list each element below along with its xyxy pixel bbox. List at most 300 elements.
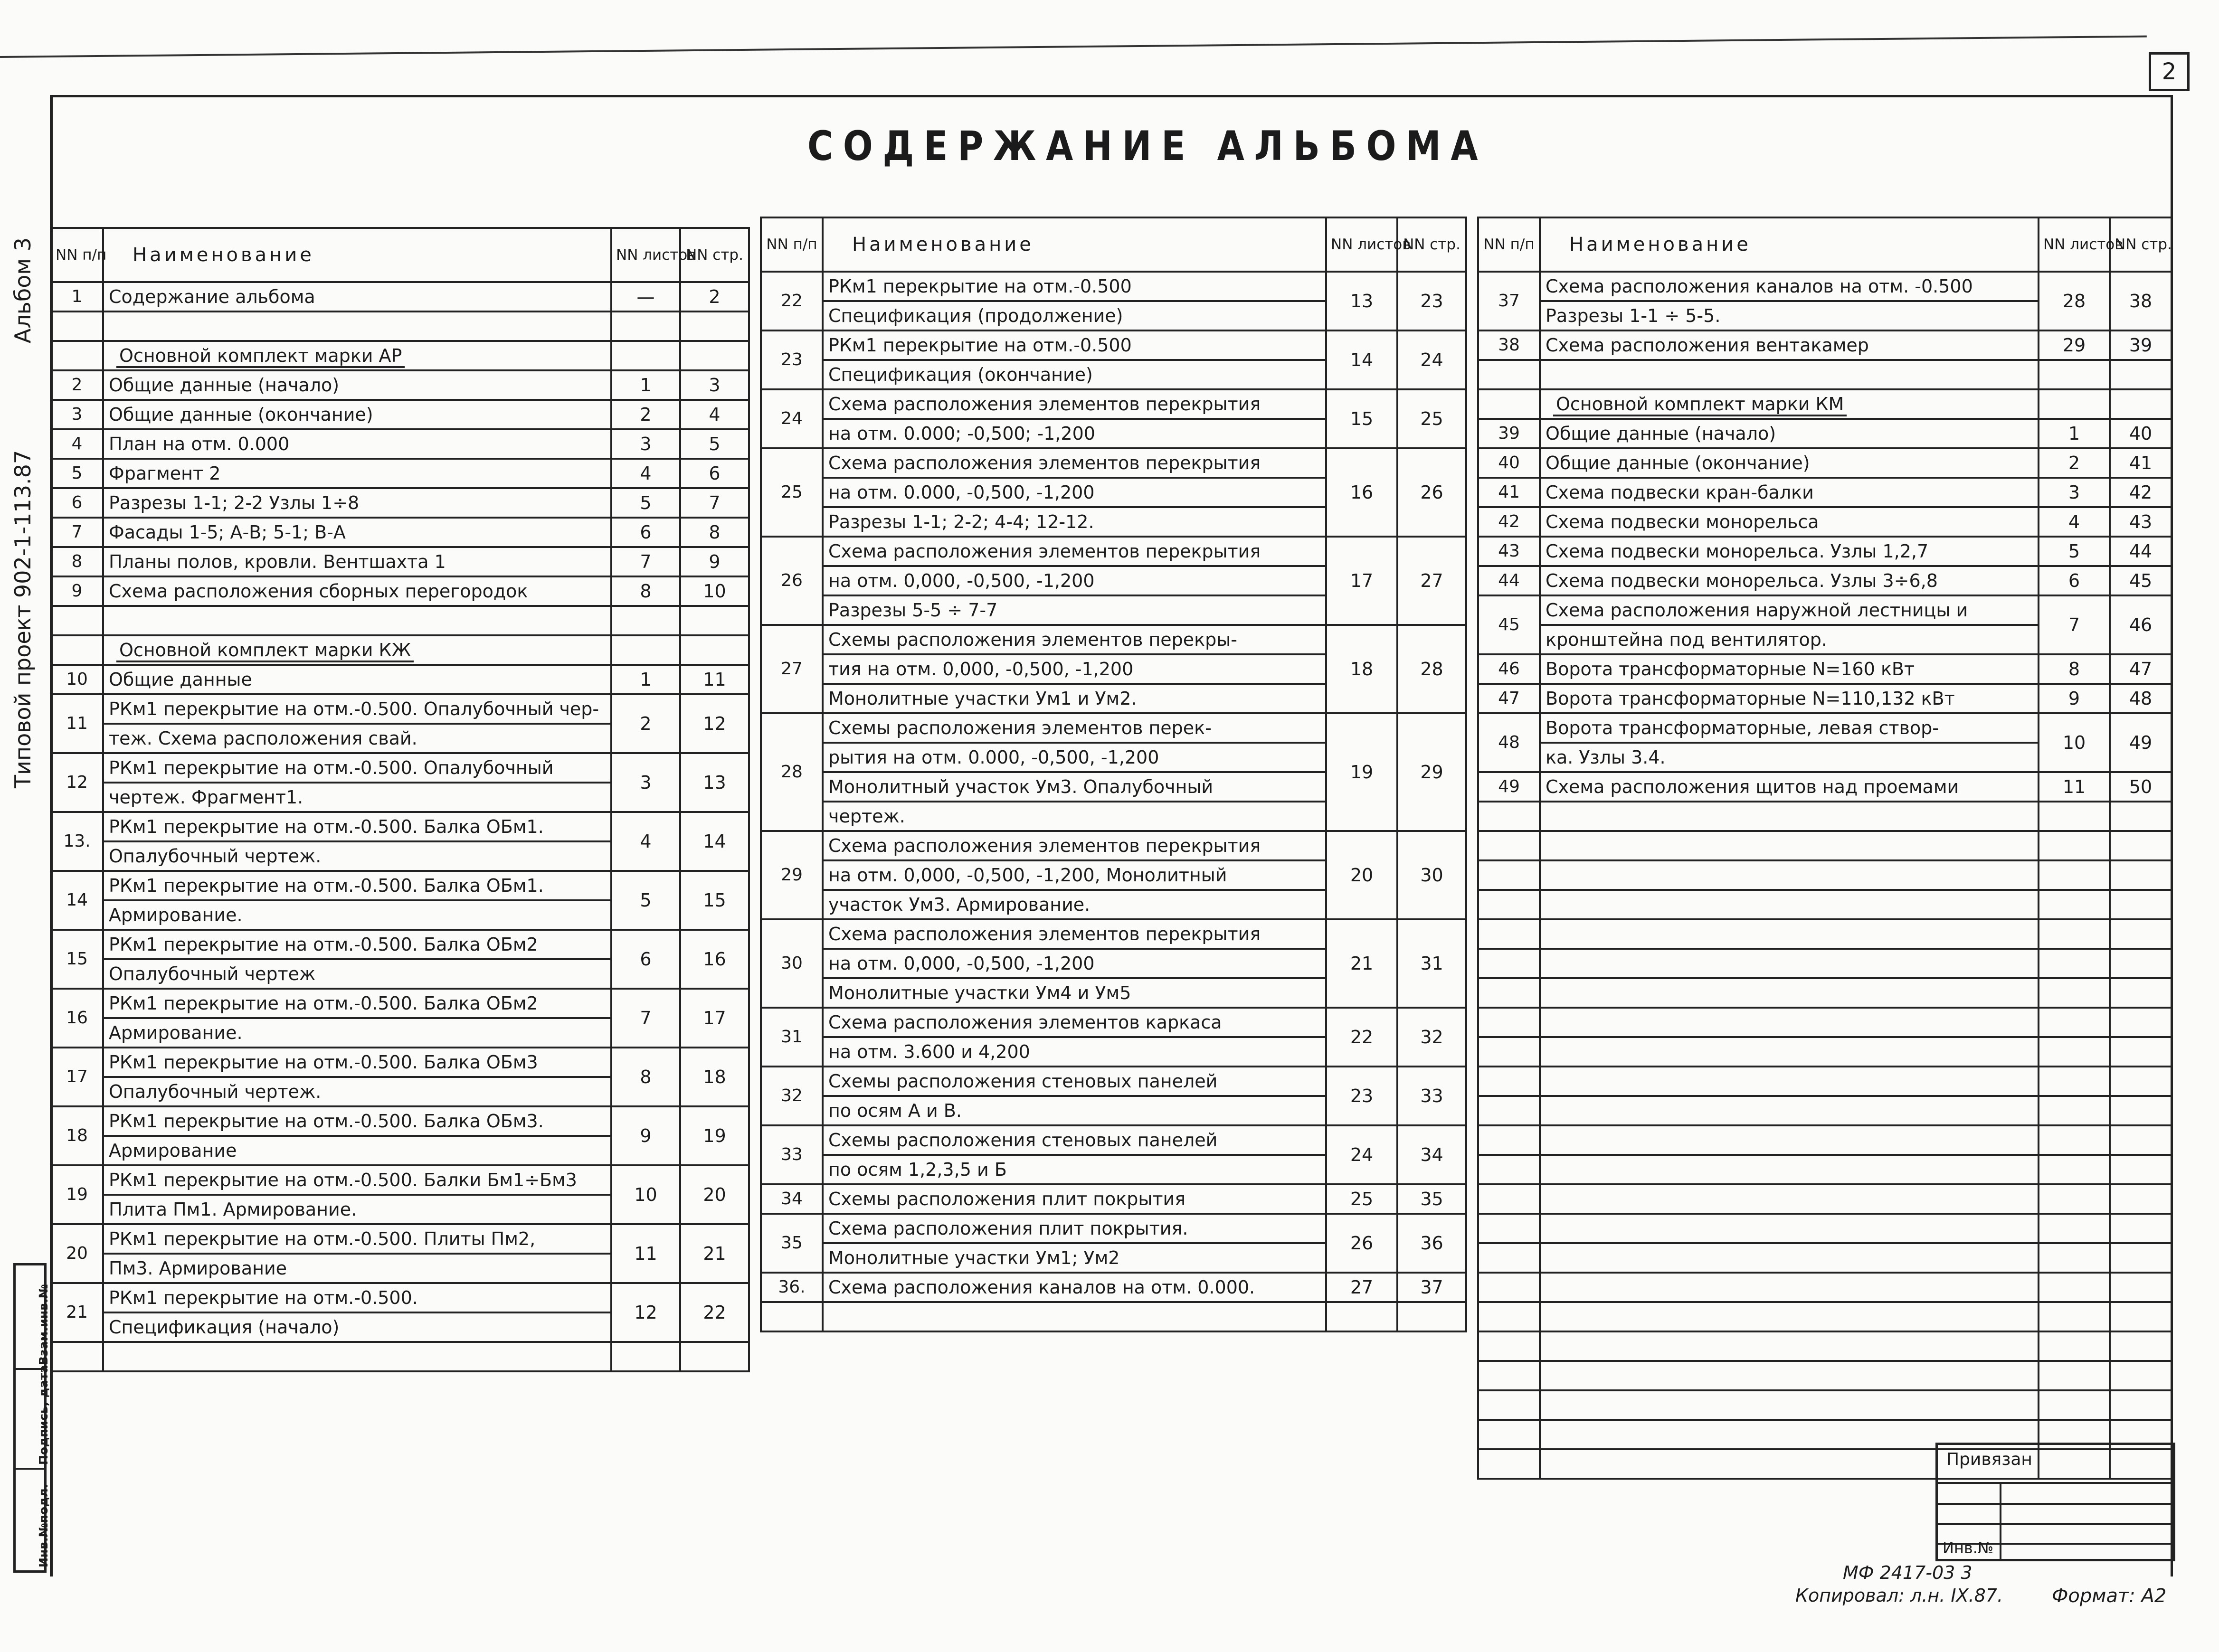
row-title: РКм1 перекрытие на отм.-0.500. Балка ОБм1.	[103, 871, 611, 900]
project-label: Типовой проект 902-1-113.87	[10, 450, 36, 788]
row-page-number	[2110, 919, 2172, 949]
toc-table-1	[50, 227, 750, 1372]
row-page-number: 42	[2110, 478, 2172, 507]
row-page-number: 13	[680, 753, 749, 812]
row-title: Схема расположения элементов перекрытия	[823, 448, 1326, 478]
row-title: Монолитные участки Ум1 и Ум2.	[823, 684, 1326, 713]
row-title	[103, 341, 611, 370]
row-page-number: 46	[2110, 595, 2172, 654]
table-row	[1478, 595, 2172, 625]
row-number	[761, 1302, 823, 1331]
row-title: Схемы расположения плит покрытия	[823, 1184, 1326, 1214]
row-number	[1478, 1243, 1540, 1273]
row-sheet-number	[2039, 1096, 2110, 1125]
row-sheet-number	[2039, 360, 2110, 389]
row-title: Спецификация (начало)	[103, 1312, 611, 1342]
row-title: Схемы расположения стеновых панелей	[823, 1067, 1326, 1096]
table-row	[1478, 360, 2172, 389]
row-page-number: 17	[680, 989, 749, 1048]
row-sheet-number: 1	[2039, 419, 2110, 448]
table-row	[51, 547, 749, 576]
row-number: 31	[761, 1008, 823, 1067]
row-title: Разрезы 1-1; 2-2 Узлы 1÷8	[103, 488, 611, 518]
row-title: Ворота трансформаторные, левая створ-	[1540, 713, 2039, 743]
row-number	[1478, 831, 1540, 860]
row-number	[1478, 860, 1540, 890]
row-title: Схемы расположения стеновых панелей	[823, 1125, 1326, 1155]
row-title: РКм1 перекрытие на отм.-0.500. Плиты Пм2,	[103, 1224, 611, 1254]
row-title	[1540, 802, 2039, 831]
row-number: 17	[51, 1048, 103, 1106]
row-sheet-number	[2039, 1125, 2110, 1155]
stamp-line	[1938, 1482, 2173, 1484]
row-sheet-number	[1326, 1302, 1397, 1331]
row-number	[51, 606, 103, 635]
row-number: 1	[51, 282, 103, 312]
table-row	[51, 400, 749, 429]
row-number	[1478, 1449, 1540, 1479]
row-page-number: 15	[680, 871, 749, 930]
table-row	[1478, 1390, 2172, 1420]
row-page-number: 25	[1397, 389, 1466, 448]
table-row	[761, 1184, 1466, 1214]
row-title	[1540, 1155, 2039, 1184]
row-page-number: 40	[2110, 419, 2172, 448]
row-title: Опалубочный чертеж	[103, 959, 611, 989]
row-title: на отм. 0.000, -0,500, -1,200	[823, 478, 1326, 507]
row-number: 49	[1478, 772, 1540, 802]
row-sheet-number: 28	[2039, 272, 2110, 330]
row-title: Спецификация (окончание)	[823, 360, 1326, 389]
row-number: 8	[51, 547, 103, 576]
row-title: Схема расположения сборных перегородок	[103, 576, 611, 606]
row-title	[1540, 1302, 2039, 1331]
row-page-number	[2110, 978, 2172, 1008]
row-number: 34	[761, 1184, 823, 1214]
row-page-number: 5	[680, 429, 749, 459]
table-row	[761, 713, 1466, 743]
row-page-number: 9	[680, 547, 749, 576]
table-row	[51, 1283, 749, 1312]
row-title: Пм3. Армирование	[103, 1254, 611, 1283]
table-row	[761, 1067, 1466, 1096]
row-page-number: 47	[2110, 654, 2172, 684]
row-title	[1540, 1067, 2039, 1096]
row-title: РКм1 перекрытие на отм.-0.500	[823, 272, 1326, 301]
row-sheet-number: 7	[611, 547, 680, 576]
row-title	[1540, 1125, 2039, 1155]
row-number	[1478, 1096, 1540, 1125]
row-number	[1478, 1037, 1540, 1067]
row-page-number	[2110, 1214, 2172, 1243]
table-row	[51, 1342, 749, 1371]
table-row	[761, 1302, 1466, 1331]
section-heading: Основной комплект марки АР	[116, 345, 405, 368]
row-page-number: 41	[2110, 448, 2172, 478]
row-title	[1540, 1184, 2039, 1214]
row-page-number: 32	[1397, 1008, 1466, 1067]
table-row	[761, 625, 1466, 654]
row-sheet-number: 7	[611, 989, 680, 1048]
header-sheets: NN листов	[2039, 217, 2110, 272]
row-number: 24	[761, 389, 823, 448]
stamp-cell-signature	[16, 1365, 50, 1470]
row-title	[1540, 831, 2039, 860]
row-sheet-number: 8	[611, 1048, 680, 1106]
row-page-number	[680, 312, 749, 341]
row-number	[51, 341, 103, 370]
table-row	[1478, 1273, 2172, 1302]
row-sheet-number: 17	[1326, 537, 1397, 625]
row-sheet-number	[2039, 1273, 2110, 1302]
table-row	[51, 488, 749, 518]
row-title: Схема подвески кран-балки	[1540, 478, 2039, 507]
row-page-number	[1397, 1302, 1466, 1331]
row-page-number: 8	[680, 518, 749, 547]
row-page-number	[680, 606, 749, 635]
row-number: 11	[51, 694, 103, 753]
row-title	[1540, 360, 2039, 389]
row-title: План на отм. 0.000	[103, 429, 611, 459]
toc-table-2	[760, 217, 1467, 1332]
row-number	[51, 1342, 103, 1371]
album-label: Альбом 3	[10, 237, 36, 344]
row-page-number: 22	[680, 1283, 749, 1342]
table-row	[761, 537, 1466, 566]
row-title	[1540, 1273, 2039, 1302]
table-row	[1478, 1155, 2172, 1184]
row-sheet-number	[2039, 978, 2110, 1008]
row-number: 27	[761, 625, 823, 713]
row-page-number	[680, 341, 749, 370]
row-sheet-number: 9	[611, 1106, 680, 1165]
row-title: РКм1 перекрытие на отм.-0.500. Балки Бм1÷Бм3	[103, 1165, 611, 1195]
row-title: на отм. 3.600 и 4,200	[823, 1037, 1326, 1067]
row-page-number	[2110, 1184, 2172, 1214]
row-title: Монолитный участок Ум3. Опалубочный	[823, 772, 1326, 802]
section-heading: Основной комплект марки КМ	[1553, 394, 1847, 416]
row-page-number	[2110, 1273, 2172, 1302]
table-row	[51, 429, 749, 459]
row-title: тия на отм. 0,000, -0,500, -1,200	[823, 654, 1326, 684]
table-row	[1478, 1067, 2172, 1096]
row-title	[1540, 978, 2039, 1008]
row-sheet-number: 24	[1326, 1125, 1397, 1184]
document-code: МФ 2417-03 3	[1843, 1562, 1972, 1583]
row-sheet-number: 14	[1326, 330, 1397, 389]
row-number	[1478, 1214, 1540, 1243]
row-title: Армирование	[103, 1136, 611, 1165]
row-page-number: 18	[680, 1048, 749, 1106]
row-title: Схема расположения каналов на отм. -0.500	[1540, 272, 2039, 301]
row-number: 15	[51, 930, 103, 989]
row-number: 4	[51, 429, 103, 459]
row-page-number: 7	[680, 488, 749, 518]
row-sheet-number	[2039, 860, 2110, 890]
row-sheet-number	[2039, 1361, 2110, 1390]
row-title: РКм1 перекрытие на отм.-0.500	[823, 330, 1326, 360]
table-row	[1478, 389, 2172, 419]
row-title: Разрезы 1-1; 2-2; 4-4; 12-12.	[823, 507, 1326, 537]
row-sheet-number: 20	[1326, 831, 1397, 919]
row-title: Схема расположения элементов каркаса	[823, 1008, 1326, 1037]
row-page-number	[2110, 1096, 2172, 1125]
row-title	[103, 606, 611, 635]
row-title: на отм. 0,000, -0,500, -1,200	[823, 949, 1326, 978]
table-row	[1478, 1125, 2172, 1155]
row-number: 39	[1478, 419, 1540, 448]
row-sheet-number	[2039, 890, 2110, 919]
row-page-number: 31	[1397, 919, 1466, 1008]
row-title: Общие данные (начало)	[1540, 419, 2039, 448]
row-title: Ворота трансформаторные N=110,132 кВт	[1540, 684, 2039, 713]
row-number: 40	[1478, 448, 1540, 478]
table-row	[51, 282, 749, 312]
row-sheet-number: 3	[611, 753, 680, 812]
row-sheet-number: 1	[611, 665, 680, 694]
row-title	[103, 312, 611, 341]
row-title: Общие данные (окончание)	[103, 400, 611, 429]
row-page-number	[2110, 890, 2172, 919]
table-header	[761, 217, 1466, 272]
row-sheet-number: 4	[611, 459, 680, 488]
row-page-number	[2110, 802, 2172, 831]
row-sheet-number: 22	[1326, 1008, 1397, 1067]
row-title: РКм1 перекрытие на отм.-0.500. Балка ОБм3	[103, 1048, 611, 1077]
table-row	[1478, 330, 2172, 360]
row-number: 21	[51, 1283, 103, 1342]
row-number	[1478, 890, 1540, 919]
row-title: Фасады 1-5; А-В; 5-1; В-А	[103, 518, 611, 547]
row-page-number: 26	[1397, 448, 1466, 537]
row-number: 22	[761, 272, 823, 330]
section-heading: Основной комплект марки КЖ	[116, 640, 414, 662]
row-number: 37	[1478, 272, 1540, 330]
row-number: 16	[51, 989, 103, 1048]
row-title: по осям А и В.	[823, 1096, 1326, 1125]
row-page-number	[2110, 360, 2172, 389]
table-row	[51, 606, 749, 635]
row-sheet-number	[2039, 1243, 2110, 1273]
row-sheet-number: 9	[2039, 684, 2110, 713]
row-title: Схема расположения элементов перекрытия	[823, 831, 1326, 860]
row-page-number: 39	[2110, 330, 2172, 360]
row-sheet-number: 6	[611, 930, 680, 989]
row-title: на отм. 0,000, -0,500, -1,200, Монолитный	[823, 860, 1326, 890]
table-row	[1478, 1361, 2172, 1390]
row-sheet-number	[2039, 831, 2110, 860]
stamp-line	[1938, 1503, 2173, 1505]
header-pages: NN стр.	[680, 228, 749, 282]
row-page-number: 12	[680, 694, 749, 753]
table-row	[1478, 448, 2172, 478]
row-number: 5	[51, 459, 103, 488]
row-page-number: 3	[680, 370, 749, 400]
row-page-number: 24	[1397, 330, 1466, 389]
row-title	[1540, 1331, 2039, 1361]
header-pages: NN стр.	[1397, 217, 1466, 272]
row-sheet-number: 5	[611, 871, 680, 930]
stamp-cell-label: Взам.инв.№	[37, 1284, 50, 1365]
table-row	[51, 665, 749, 694]
header-name: Наименование	[1540, 217, 2039, 272]
row-title: кронштейна под вентилятор.	[1540, 625, 2039, 654]
header-num: NN п/п	[761, 217, 823, 272]
row-sheet-number	[611, 341, 680, 370]
row-title: РКм1 перекрытие на отм.-0.500. Балка ОБм3.	[103, 1106, 611, 1136]
row-number: 32	[761, 1067, 823, 1125]
row-title: Схема расположения элементов перекрытия	[823, 537, 1326, 566]
table-row	[51, 1106, 749, 1136]
row-sheet-number	[611, 312, 680, 341]
row-sheet-number	[2039, 919, 2110, 949]
row-sheet-number	[2039, 1302, 2110, 1331]
row-number: 23	[761, 330, 823, 389]
row-title	[1540, 1243, 2039, 1273]
stamp-line	[1938, 1523, 2173, 1525]
row-sheet-number: 6	[2039, 566, 2110, 595]
row-number	[1478, 1125, 1540, 1155]
row-number	[1478, 919, 1540, 949]
header-name: Наименование	[823, 217, 1326, 272]
row-number: 13.	[51, 812, 103, 871]
row-number: 45	[1478, 595, 1540, 654]
row-title: Общие данные (начало)	[103, 370, 611, 400]
row-title: теж. Схема расположения свай.	[103, 724, 611, 753]
row-title	[1540, 1096, 2039, 1125]
row-page-number: 28	[1397, 625, 1466, 713]
row-page-number: 43	[2110, 507, 2172, 537]
row-sheet-number	[611, 635, 680, 665]
row-page-number: 34	[1397, 1125, 1466, 1184]
row-page-number	[2110, 1155, 2172, 1184]
row-number: 10	[51, 665, 103, 694]
row-sheet-number	[2039, 802, 2110, 831]
row-page-number: 29	[1397, 713, 1466, 831]
header-num: NN п/п	[1478, 217, 1540, 272]
row-page-number	[2110, 860, 2172, 890]
row-page-number: 45	[2110, 566, 2172, 595]
row-number: 9	[51, 576, 103, 606]
row-title: ка. Узлы 3.4.	[1540, 743, 2039, 772]
row-title	[1540, 1008, 2039, 1037]
row-title: Армирование.	[103, 900, 611, 930]
row-number	[1478, 1420, 1540, 1449]
row-page-number	[680, 635, 749, 665]
row-sheet-number	[2039, 1331, 2110, 1361]
row-sheet-number	[2039, 949, 2110, 978]
header-sheets: NN листов	[611, 228, 680, 282]
row-page-number	[2110, 1125, 2172, 1155]
table-row	[1478, 1184, 2172, 1214]
table-row	[51, 753, 749, 783]
row-sheet-number: 8	[2039, 654, 2110, 684]
row-title	[1540, 1037, 2039, 1067]
row-title: Схема расположения элементов перекрытия	[823, 389, 1326, 419]
row-title: Схема расположения каналов на отм. 0.000.	[823, 1273, 1326, 1302]
table-row	[761, 1008, 1466, 1037]
row-page-number: 14	[680, 812, 749, 871]
table-row	[1478, 1331, 2172, 1361]
row-sheet-number: 10	[611, 1165, 680, 1224]
row-sheet-number: 21	[1326, 919, 1397, 1008]
row-title: на отм. 0.000; -0,500; -1,200	[823, 419, 1326, 448]
row-title: Схема расположения наружной лестницы и	[1540, 595, 2039, 625]
row-sheet-number	[611, 606, 680, 635]
row-page-number: 27	[1397, 537, 1466, 625]
row-title	[1540, 919, 2039, 949]
table-row	[1478, 566, 2172, 595]
table-row	[1478, 831, 2172, 860]
table-row	[1478, 713, 2172, 743]
table-row	[1478, 478, 2172, 507]
row-sheet-number: 29	[2039, 330, 2110, 360]
row-sheet-number: 2	[611, 400, 680, 429]
row-sheet-number	[611, 1342, 680, 1371]
row-sheet-number: 4	[611, 812, 680, 871]
row-title: Монолитные участки Ум1; Ум2	[823, 1243, 1326, 1273]
table-row	[51, 341, 749, 370]
row-page-number	[2110, 1008, 2172, 1037]
row-title: чертеж. Фрагмент1.	[103, 783, 611, 812]
row-page-number: 38	[2110, 272, 2172, 330]
side-label	[4, 237, 42, 788]
row-title: Опалубочный чертеж.	[103, 1077, 611, 1106]
row-page-number: 21	[680, 1224, 749, 1283]
table-row	[761, 389, 1466, 419]
inventory-label: Инв.№	[1943, 1539, 1994, 1557]
row-title: Спецификация (продолжение)	[823, 301, 1326, 330]
row-page-number	[2110, 1331, 2172, 1361]
row-sheet-number: 6	[611, 518, 680, 547]
table-row	[761, 1214, 1466, 1243]
row-title: РКм1 перекрытие на отм.-0.500. Балка ОБм2	[103, 989, 611, 1018]
row-number: 30	[761, 919, 823, 1008]
sheet-top-line	[0, 36, 2147, 58]
row-title: РКм1 перекрытие на отм.-0.500.	[103, 1283, 611, 1312]
row-number: 47	[1478, 684, 1540, 713]
row-sheet-number: 13	[1326, 272, 1397, 330]
row-page-number: 48	[2110, 684, 2172, 713]
row-title: участок Ум3. Армирование.	[823, 890, 1326, 919]
row-number: 38	[1478, 330, 1540, 360]
row-page-number: 16	[680, 930, 749, 989]
format-note: Формат: А2	[2052, 1585, 2167, 1607]
table-row	[51, 576, 749, 606]
row-title: Схемы расположения элементов перек-	[823, 713, 1326, 743]
row-title: Схема подвески монорельса	[1540, 507, 2039, 537]
table-row	[761, 1273, 1466, 1302]
row-number: 35	[761, 1214, 823, 1273]
row-number: 44	[1478, 566, 1540, 595]
table-row	[761, 448, 1466, 478]
row-number: 19	[51, 1165, 103, 1224]
row-sheet-number: 27	[1326, 1273, 1397, 1302]
header-sheets: NN листов	[1326, 217, 1397, 272]
row-number: 33	[761, 1125, 823, 1184]
row-number	[1478, 1302, 1540, 1331]
row-sheet-number: 8	[611, 576, 680, 606]
table-row	[761, 330, 1466, 360]
stamp-cell-label: Подпись, дата	[37, 1365, 50, 1465]
toc-table-3	[1477, 217, 2172, 1480]
table-row	[51, 694, 749, 724]
row-sheet-number: 2	[2039, 448, 2110, 478]
approval-stamp-strip	[13, 1263, 50, 1573]
row-number	[1478, 1390, 1540, 1420]
row-page-number: 44	[2110, 537, 2172, 566]
row-title: Монолитные участки Ум4 и Ум5	[823, 978, 1326, 1008]
